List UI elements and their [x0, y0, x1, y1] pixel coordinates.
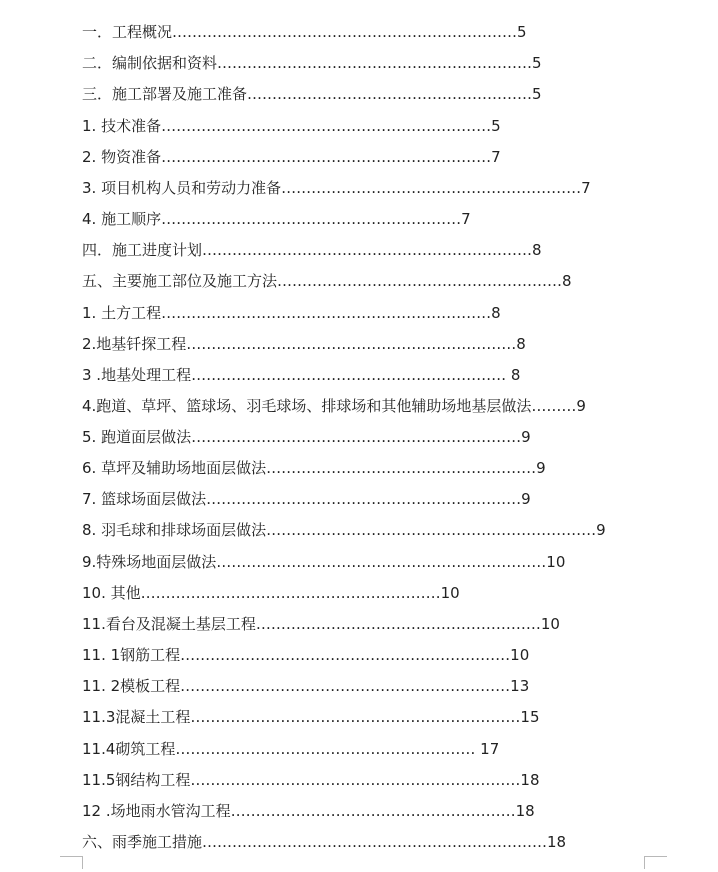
toc-entry: 5. 跑道面层做法…………………………………………………………9: [82, 428, 531, 446]
toc-entry: 8. 羽毛球和排球场面层做法…………………………………………………………9: [82, 521, 606, 539]
toc-entry: 11.3混凝土工程…………………………………………………………15: [82, 708, 540, 726]
toc-entry: 11.4砌筑工程…………………………………………………… 17: [82, 740, 500, 758]
toc-entry: 12 .场地雨水管沟工程…………………………………………………18: [82, 802, 535, 820]
toc-entry: 1. 土方工程…………………………………………………………8: [82, 304, 501, 322]
toc-entry: 4.跑道、草坪、篮球场、羽毛球场、排球场和其他辅助场地基层做法………9: [82, 397, 586, 415]
toc-entry: 二．编制依据和资料………………………………………………………5: [82, 54, 542, 72]
toc-entry: 六、雨季施工措施……………………………………………………………18: [82, 833, 567, 851]
toc-entry: 9.特殊场地面层做法…………………………………………………………10: [82, 553, 566, 571]
toc-entry: 四．施工进度计划…………………………………………………………8: [82, 241, 542, 259]
toc-entry: 11. 2模板工程…………………………………………………………13: [82, 677, 530, 695]
toc-entry: 10. 其他……………………………………………………10: [82, 584, 460, 602]
toc-entry: 一．工程概况……………………………………………………………5: [82, 23, 527, 41]
toc-entry: 1. 技术准备…………………………………………………………5: [82, 117, 501, 135]
toc-entry: 7. 篮球场面层做法………………………………………………………9: [82, 490, 531, 508]
page-corner-mark-right: [644, 856, 667, 869]
page-corner-mark-left: [60, 856, 83, 869]
toc-entry: 11.5钢结构工程…………………………………………………………18: [82, 771, 540, 789]
toc-entry: 2.地基钎探工程…………………………………………………………8: [82, 335, 526, 353]
toc-entry: 4. 施工顺序……………………………………………………7: [82, 210, 471, 228]
toc-entry: 五、主要施工部位及施工方法…………………………………………………8: [82, 272, 572, 290]
toc-entry: 2. 物资准备…………………………………………………………7: [82, 148, 501, 166]
toc-entry: 三．施工部署及施工准备…………………………………………………5: [82, 85, 542, 103]
toc-entry: 11.看台及混凝土基层工程…………………………………………………10: [82, 615, 560, 633]
toc-entry: 3 .地基处理工程……………………………………………………… 8: [82, 366, 521, 384]
toc-entry: 11. 1钢筋工程…………………………………………………………10: [82, 646, 530, 664]
toc-entry: 3. 项目机构人员和劳动力准备……………………………………………………7: [82, 179, 591, 197]
toc-entry: 6. 草坪及辅助场地面层做法………………………………………………9: [82, 459, 546, 477]
